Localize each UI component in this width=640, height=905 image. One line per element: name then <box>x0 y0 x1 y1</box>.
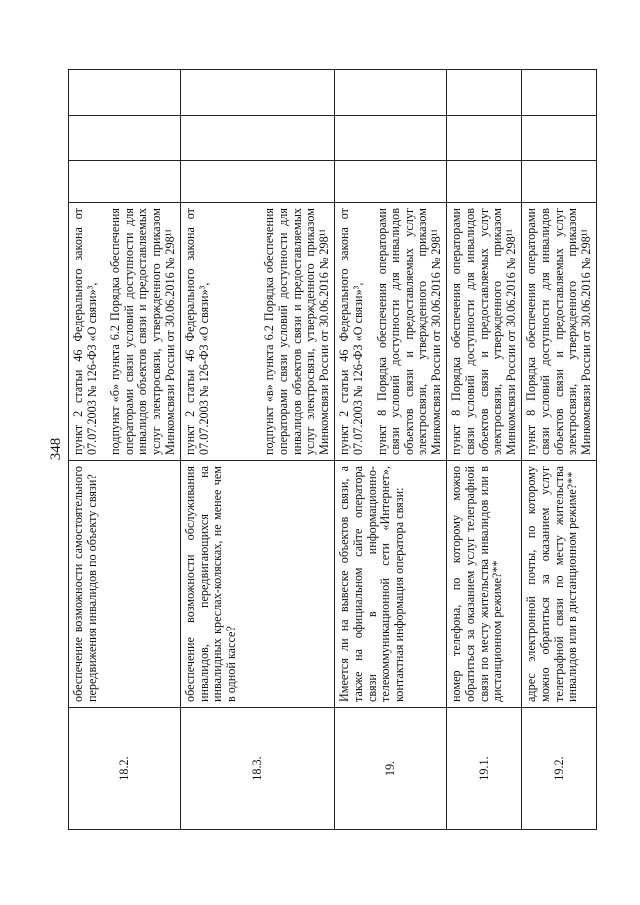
reference-text: пункт 8 Порядка обеспечения операторами связи условий доступности для инвалидов объектов связи и предоставляемых услуг электросвязи, утвержденного приказом Минкомсвязи России от 30.06.2016 № 298¹¹ <box>374 208 443 455</box>
answer-cell <box>181 70 335 116</box>
reference-text: пункт 8 Порядка обеспечения операторами связи условий доступности для инвалидов объектов связи и предоставляемых услуг электросвязи, утвержденного приказом Минкомсвязи России от 30.06.2016 № 298¹¹ <box>524 208 593 455</box>
answer-cell <box>335 116 447 161</box>
answer-cell <box>335 70 447 116</box>
row-references <box>69 203 181 461</box>
reference-text: пункт 2 статьи 46 Федерального закона от 07.07.2003 № 126-ФЗ «О связи»³, <box>183 208 211 455</box>
table-row <box>447 70 522 830</box>
row-references <box>335 203 447 461</box>
reference-text: подпункт «б» пункта 6.2 Порядка обеспечения операторами связи условий доступности для инвалидов объектов связи и предоставляемых услуг электросвязи, утвержденного приказом Минкомсвязи России от 30.06.2016 № 298¹¹ <box>108 208 177 455</box>
row-question: обеспечение возможности самостоятельного передвижения инвалидов по объекту связи? <box>69 461 181 708</box>
reference-text: пункт 8 Порядка обеспечения операторами связи условий доступности для инвалидов объектов связи и предоставляемых услуг электросвязи, утвержденного приказом Минкомсвязи России от 30.06.2016 № 298¹¹ <box>449 208 518 455</box>
answer-cell <box>69 161 181 203</box>
row-references <box>522 203 597 461</box>
row-references <box>447 203 522 461</box>
row-number: 19. <box>335 708 447 830</box>
table-row <box>335 70 447 830</box>
table-row <box>522 70 597 830</box>
row-number: 18.3. <box>181 708 335 830</box>
reference-text: подпункт «в» пункта 6.2 Порядка обеспечения операторами связи условий доступности для инвалидов объектов связи и предоставляемых услуг электросвязи, утвержденного приказом Минкомсвязи России от 30.06.2016 № 298¹¹ <box>262 208 331 455</box>
answer-cell <box>447 70 522 116</box>
answer-cell <box>181 116 335 161</box>
answer-cell <box>447 116 522 161</box>
answer-cell <box>181 161 335 203</box>
row-question: адрес электронной почты, по которому можно обратиться за оказанием услуг телеграфной связи по месту жительства инвалидов или в дистанционном режиме?** <box>522 461 597 708</box>
row-question: Имеется ли на вывеске объектов связи, а также на официальном сайте оператора связи в информационно-телекоммуникационной сети «Интернет», контактная информация оператора связи: <box>335 461 447 708</box>
row-question: номер телефона, по которому можно обратиться за оказанием услуг телеграфной связи по месту жительства инвалидов или в дистанционном режиме?** <box>447 461 522 708</box>
table-row <box>69 70 181 830</box>
table-row <box>181 70 335 830</box>
row-number: 19.1. <box>447 708 522 830</box>
row-question: обеспечение возможности обслуживания инвалидов, передвигающихся на инвалидных креслах-колясках, не менее чем в одной кассе? <box>181 461 335 708</box>
answer-cell <box>335 161 447 203</box>
answer-cell <box>522 70 597 116</box>
requirements-table <box>68 69 597 830</box>
answer-cell <box>69 116 181 161</box>
answer-cell <box>522 161 597 203</box>
row-references <box>181 203 335 461</box>
answer-cell <box>69 70 181 116</box>
reference-text: пункт 2 статьи 46 Федерального закона от 07.07.2003 № 126-ФЗ «О связи»³, <box>337 208 365 455</box>
answer-cell <box>447 161 522 203</box>
row-number: 19.2. <box>522 708 597 830</box>
reference-text: пункт 2 статьи 46 Федерального закона от 07.07.2003 № 126-ФЗ «О связи»³, <box>71 208 99 455</box>
row-number: 18.2. <box>69 708 181 830</box>
rotated-table-container <box>68 70 593 830</box>
page-number: 348 <box>48 437 64 461</box>
answer-cell <box>522 116 597 161</box>
